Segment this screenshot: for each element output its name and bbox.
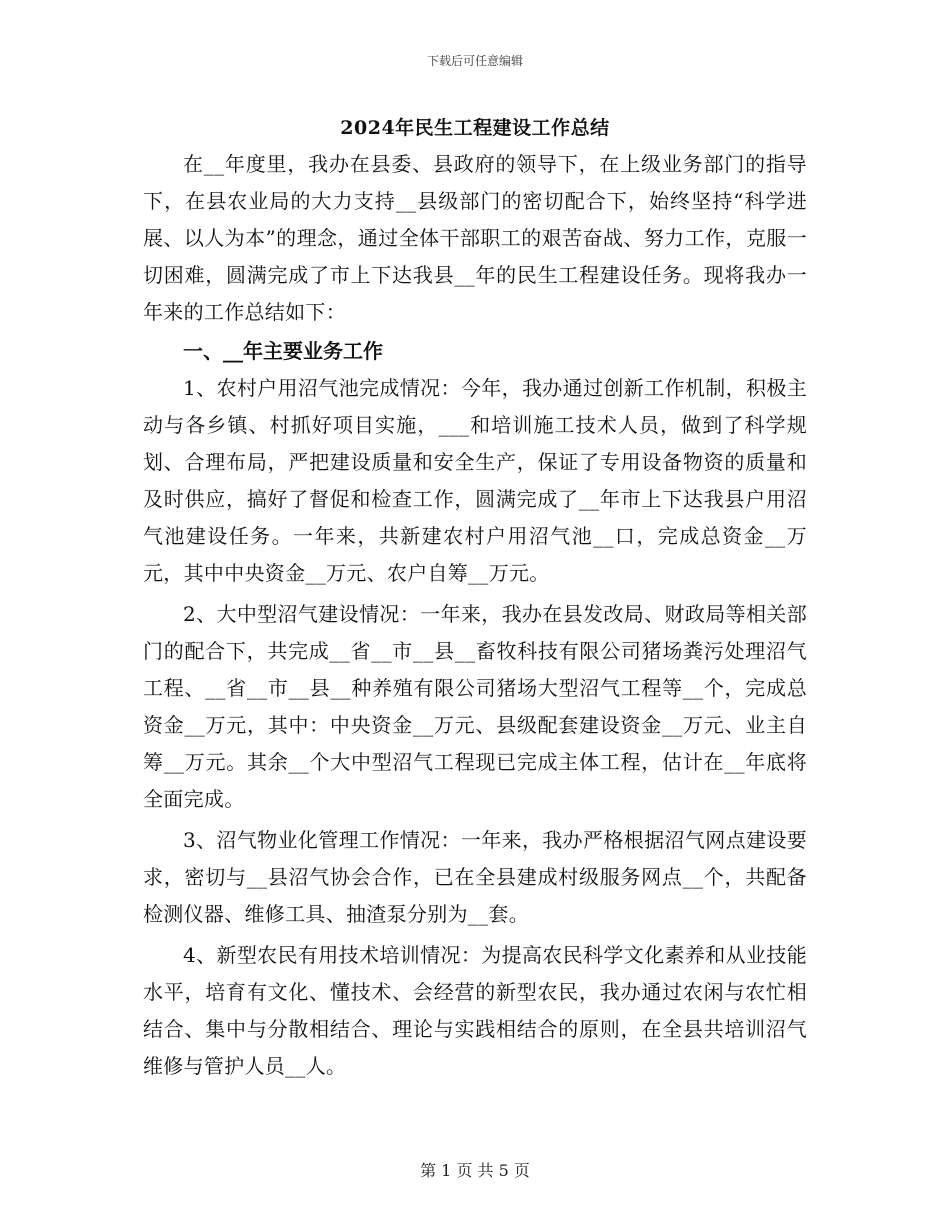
item-paragraph-2: 2、大中型沼气建设情况：一年来，我办在县发改局、财政局等相关部门的配合下，共完成__省__市__县__畜牧科技有限公司猪场粪污处理沼气工程、__省__市__县__种养殖有限公司猪场大型沼气工程等__个，完成总资金__万元，其中：中央资金__万元、县级配套建设资金__万元、业主自筹__万元。其余__个大中型沼气工程现已完成主体工程，估计在__年底将全面完成。 (143, 602, 807, 811)
header-note: 下载后可任意编辑 (426, 54, 523, 68)
item-paragraph-1: 1、农村户用沼气池完成情况：今年，我办通过创新工作机制，积极主动与各乡镇、村抓好项目实施，___和培训施工技术人员，做到了科学规划、合理布局，严把建设质量和安全生产，保证了专用设备物资的质量和及时供应，搞好了督促和检查工作，圆满完成了__年市上下达我县户用沼气池建设任务。一年来，共新建农村户用沼气池__口，完成总资金__万元，其中中央资金__万元、农户自筹__万元。 (143, 376, 807, 585)
item-paragraph-4: 4、新型农民有用技术培训情况：为提高农民科学文化素养和从业技能水平，培育有文化、懂技术、会经营的新型农民，我办通过农闲与农忙相结合、集中与分散相结合、理论与实践相结合的原则，在全县共培训沼气维修与管护人员__人。 (143, 943, 807, 1078)
item-paragraph-3: 3、沼气物业化管理工作情况：一年来，我办严格根据沼气网点建设要求，密切与__县沼气协会合作，已在全县建成村级服务网点__个，共配备检测仪器、维修工具、抽渣泵分别为__套。 (143, 828, 807, 926)
intro-paragraph: 在__年度里，我办在县委、县政府的领导下，在上级业务部门的指导下，在县农业局的大力支持__县级部门的密切配合下，始终坚持“科学进展、以人为本”的理念，通过全体干部职工的艰苦奋战、努力工作，克服一切困难，圆满完成了市上下达我县__年的民生工程建设任务。现将我办一年来的工作总结如下： (143, 152, 807, 324)
document-title: 2024年民生工程建设工作总结 (340, 117, 610, 139)
page-footer: 第 1 页 共 5 页 (420, 1161, 530, 1180)
section-heading: 一、__年主要业务工作 (183, 339, 383, 363)
document-body (143, 112, 807, 1085)
